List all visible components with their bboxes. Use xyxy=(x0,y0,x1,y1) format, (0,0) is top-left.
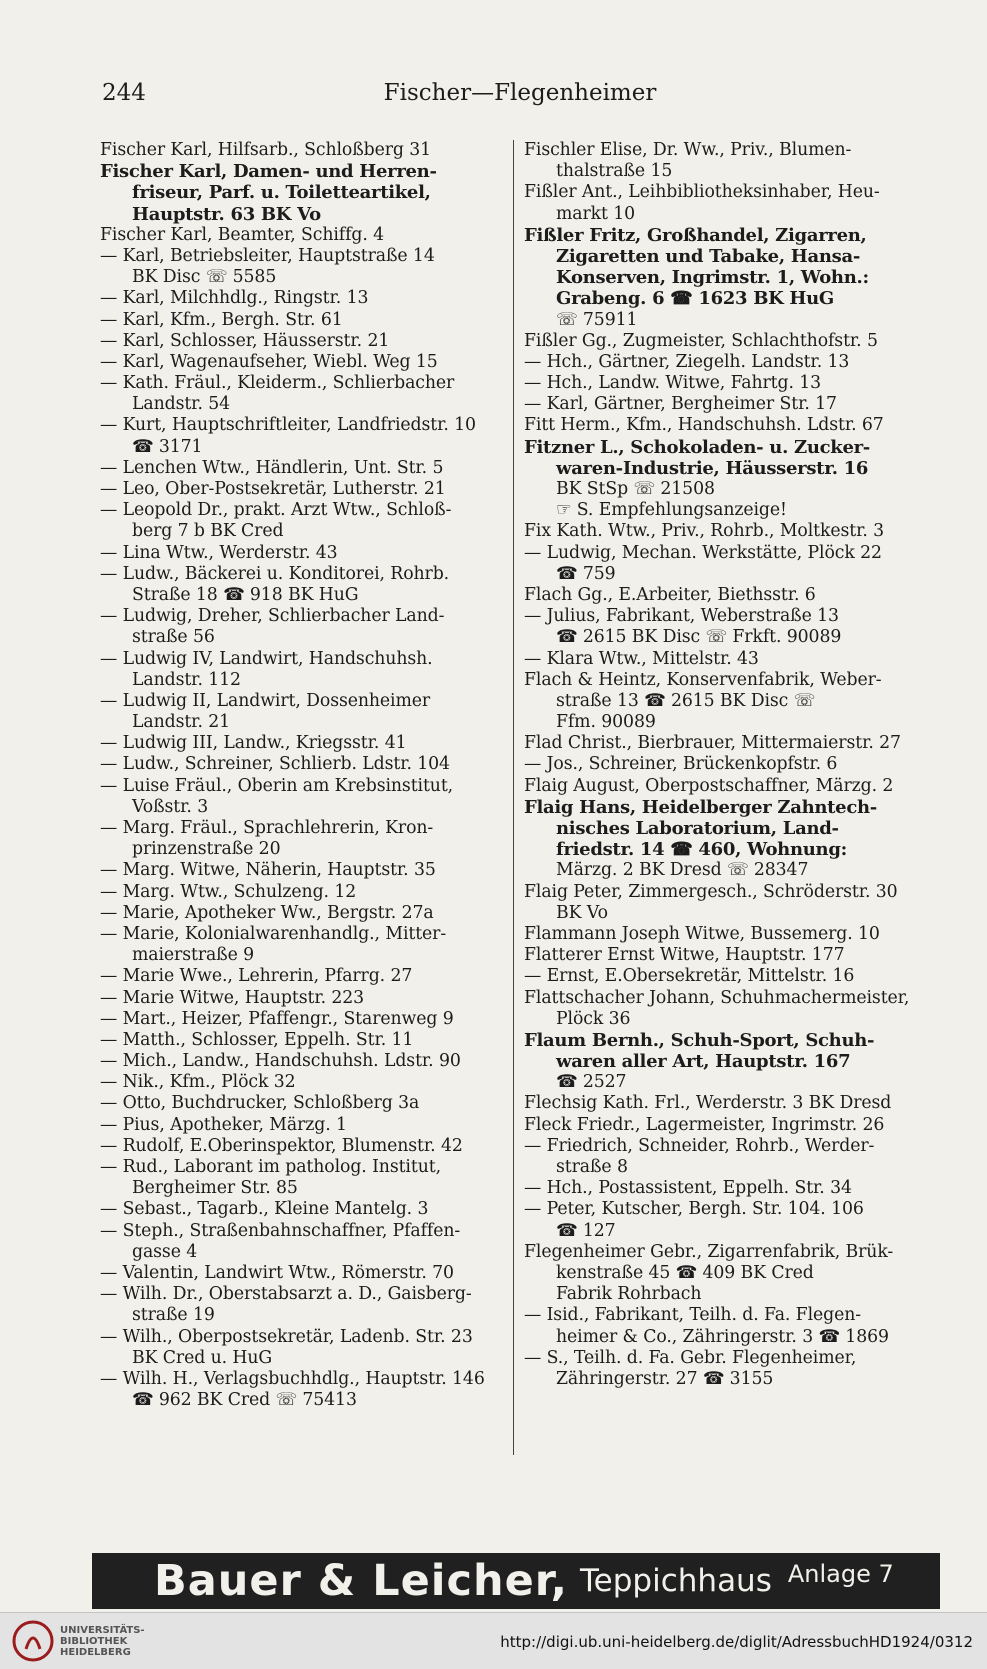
directory-line: Flach & Heintz, Konservenfabrik, Weber- xyxy=(524,669,882,690)
directory-line: — Peter, Kutscher, Bergh. Str. 104. 106 xyxy=(524,1199,864,1220)
directory-line: — Matth., Schlosser, Eppelh. Str. 11 xyxy=(100,1029,414,1050)
directory-line: nisches Laboratorium, Land- xyxy=(556,818,839,839)
directory-line: Voßstr. 3 xyxy=(132,796,209,817)
left-column xyxy=(100,140,502,1411)
library-name-line: HEIDELBERG xyxy=(60,1647,131,1658)
directory-line: — Steph., Straßenbahnschaffner, Pfaffen- xyxy=(100,1220,461,1241)
directory-line: — Sebast., Tagarb., Kleine Mantelg. 3 xyxy=(100,1199,429,1220)
directory-line: — Mart., Heizer, Pfaffengr., Starenweg 9 xyxy=(100,1008,454,1029)
directory-line: — Wilh., Oberpostsekretär, Ladenb. Str. 23 xyxy=(100,1326,473,1347)
directory-line: ☏ 75911 xyxy=(556,309,638,330)
directory-line: Fischer Karl, Hilfsarb., Schloßberg 31 xyxy=(100,140,432,160)
directory-line: Flatterer Ernst Witwe, Hauptstr. 177 xyxy=(524,945,845,966)
directory-line: Flach Gg., E.Arbeiter, Biethsstr. 6 xyxy=(524,584,816,605)
directory-line: gasse 4 xyxy=(132,1241,198,1262)
directory-line: Flattschacher Johann, Schuhmachermeister, xyxy=(524,987,910,1008)
advertisement-business: Teppichhaus xyxy=(580,1563,772,1599)
directory-line: friedstr. 14 ☎ 460, Wohnung: xyxy=(556,839,847,861)
directory-line: BK Disc ☏ 5585 xyxy=(132,267,277,288)
directory-line: Flegenheimer Gebr., Zigarrenfabrik, Brük- xyxy=(524,1241,894,1262)
directory-line: — Ludwig III, Landw., Kriegsstr. 41 xyxy=(100,733,407,754)
directory-line: — Lina Wtw., Werderstr. 43 xyxy=(100,542,338,563)
directory-line: Flad Christ., Bierbrauer, Mittermaierstr. 27 xyxy=(524,733,901,754)
directory-line: ☎ 3171 xyxy=(132,436,203,457)
directory-line: — Kath. Fräul., Kleiderm., Schlierbacher xyxy=(100,373,455,394)
directory-line: Konserven, Ingrimstr. 1, Wohn.: xyxy=(556,267,869,289)
directory-line: — Julius, Fabrikant, Weberstraße 13 xyxy=(524,606,839,627)
directory-line: Flaig Hans, Heidelberger Zahntech- xyxy=(524,796,877,818)
directory-line: — Ludw., Schreiner, Schlierb. Ldstr. 104 xyxy=(100,754,450,775)
directory-line: Fabrik Rohrbach xyxy=(556,1284,702,1305)
directory-line: — Marg. Fräul., Sprachlehrerin, Kron- xyxy=(100,818,434,838)
directory-line: — Valentin, Landwirt Wtw., Römerstr. 70 xyxy=(100,1262,454,1283)
directory-line: — Klara Wtw., Mittelstr. 43 xyxy=(524,648,759,669)
directory-line: BK Cred u. HuG xyxy=(132,1347,273,1368)
directory-line: — Nik., Kfm., Plöck 32 xyxy=(100,1072,296,1093)
directory-line: Fißler Ant., Leihbibliotheksinhaber, Heu- xyxy=(524,182,880,203)
directory-line: Fix Kath. Wtw., Priv., Rohrb., Moltkestr. 3 xyxy=(524,521,885,542)
directory-line: — Ludw., Bäckerei u. Konditorei, Rohrb. xyxy=(100,563,450,584)
directory-line: — Isid., Fabrikant, Teilh. d. Fa. Flegen- xyxy=(524,1305,861,1326)
right-column xyxy=(524,140,936,1390)
column-divider xyxy=(513,140,514,1455)
directory-line: waren aller Art, Hauptstr. 167 xyxy=(556,1051,851,1073)
directory-line: — S., Teilh. d. Fa. Gebr. Flegenheimer, xyxy=(524,1347,857,1368)
directory-line: straße 19 xyxy=(132,1305,215,1326)
directory-line: ☎ 127 xyxy=(556,1220,616,1241)
directory-line: straße 56 xyxy=(132,627,215,648)
directory-line: prinzenstraße 20 xyxy=(132,839,281,860)
directory-line: Bergheimer Str. 85 xyxy=(132,1178,298,1199)
directory-line: — Rud., Laborant im patholog. Institut, xyxy=(100,1157,441,1177)
directory-line: — Marie Wwe., Lehrerin, Pfarrg. 27 xyxy=(100,966,413,987)
directory-line: berg 7 b BK Cred xyxy=(132,521,284,542)
directory-line: heimer & Co., Zähringerstr. 3 ☎ 1869 xyxy=(556,1326,889,1347)
directory-line: — Lenchen Wtw., Händlerin, Unt. Str. 5 xyxy=(100,457,444,478)
directory-line: — Karl, Kfm., Bergh. Str. 61 xyxy=(100,309,343,330)
directory-line: — Ernst, E.Obersekretär, Mittelstr. 16 xyxy=(524,966,855,987)
directory-line: — Mich., Landw., Handschuhsh. Ldstr. 90 xyxy=(100,1051,461,1072)
directory-line: — Hch., Gärtner, Ziegelh. Landstr. 13 xyxy=(524,351,850,372)
directory-line: Landstr. 21 xyxy=(132,712,231,733)
directory-line: Flammann Joseph Witwe, Bussemerg. 10 xyxy=(524,923,880,944)
directory-line: Zähringerstr. 27 ☎ 3155 xyxy=(556,1368,774,1389)
directory-line: — Marie, Apotheker Ww., Bergstr. 27a xyxy=(100,902,434,923)
directory-line: — Ludwig II, Landwirt, Dossenheimer xyxy=(100,690,431,711)
directory-line: — Kurt, Hauptschriftleiter, Landfriedstr. 10 xyxy=(100,415,476,436)
directory-line: — Ludwig IV, Landwirt, Handschuhsh. xyxy=(100,648,433,669)
directory-line: — Leopold Dr., prakt. Arzt Wtw., Schloß- xyxy=(100,500,452,521)
directory-line: waren-Industrie, Häusserstr. 16 xyxy=(556,457,869,479)
directory-line: ☎ 2527 xyxy=(556,1072,627,1093)
directory-line: Flechsig Kath. Frl., Werderstr. 3 BK Dresd xyxy=(524,1093,892,1114)
directory-line: ☎ 759 xyxy=(556,563,616,584)
directory-line: — Hch., Postassistent, Eppelh. Str. 34 xyxy=(524,1178,852,1199)
directory-line: — Hch., Landw. Witwe, Fahrtg. 13 xyxy=(524,373,822,394)
directory-line: Straße 18 ☎ 918 BK HuG xyxy=(132,584,359,605)
page-header xyxy=(100,80,940,114)
advertisement-reference: Anlage 7 xyxy=(787,1560,894,1588)
directory-line: Flaig August, Oberpostschaffner, Märzg. 2 xyxy=(524,775,894,796)
directory-line: — Marg. Wtw., Schulzeng. 12 xyxy=(100,881,357,902)
directory-line: Fitt Herm., Kfm., Handschuhsh. Ldstr. 67 xyxy=(524,415,884,436)
directory-line: — Marie Witwe, Hauptstr. 223 xyxy=(100,987,365,1008)
directory-line: — Otto, Buchdrucker, Schloßberg 3a xyxy=(100,1093,420,1114)
directory-line: kenstraße 45 ☎ 409 BK Cred xyxy=(556,1262,814,1283)
directory-line: Landstr. 112 xyxy=(132,669,241,690)
library-name-line: BIBLIOTHEK xyxy=(60,1636,128,1647)
library-name xyxy=(60,1625,145,1658)
directory-line: Fleck Friedr., Lagermeister, Ingrimstr. 26 xyxy=(524,1114,885,1135)
directory-line: Flaum Bernh., Schuh-Sport, Schuh- xyxy=(524,1029,875,1051)
page-number: 244 xyxy=(102,80,146,106)
directory-line: — Karl, Gärtner, Bergheimer Str. 17 xyxy=(524,394,837,415)
directory-line: — Pius, Apotheker, Märzg. 1 xyxy=(100,1114,347,1135)
directory-line: Grabeng. 6 ☎ 1623 BK HuG xyxy=(556,288,834,310)
directory-line: — Jos., Schreiner, Brückenkopfstr. 6 xyxy=(524,754,838,775)
directory-line: — Wilh. Dr., Oberstabsarzt a. D., Gaisberg- xyxy=(100,1284,472,1305)
directory-line: BK StSp ☏ 21508 xyxy=(556,479,715,499)
directory-line: ☎ 962 BK Cred ☏ 75413 xyxy=(132,1390,357,1411)
directory-line: — Karl, Milchhdlg., Ringstr. 13 xyxy=(100,288,369,309)
library-name-line: UNIVERSITÄTS- xyxy=(60,1625,145,1636)
directory-line: — Rudolf, E.Oberinspektor, Blumenstr. 42 xyxy=(100,1135,463,1156)
directory-line: Landstr. 54 xyxy=(132,394,231,415)
directory-line: maierstraße 9 xyxy=(132,945,255,966)
footer-bar xyxy=(0,1612,987,1669)
directory-line: Plöck 36 xyxy=(556,1008,631,1029)
directory-line: thalstraße 15 xyxy=(556,161,673,182)
directory-line: Fitzner L., Schokoladen- u. Zucker- xyxy=(524,436,870,458)
directory-line: — Ludwig, Mechan. Werkstätte, Plöck 22 xyxy=(524,542,882,563)
directory-line: Fißler Gg., Zugmeister, Schlachthofstr. 5 xyxy=(524,330,878,351)
directory-line: ☎ 2615 BK Disc ☏ Frkft. 90089 xyxy=(556,627,842,648)
directory-line: — Ludwig, Dreher, Schlierbacher Land- xyxy=(100,606,445,627)
directory-line: — Marg. Witwe, Näherin, Hauptstr. 35 xyxy=(100,860,436,881)
directory-line: ☞ S. Empfehlungsanzeige! xyxy=(556,500,787,521)
running-head: Fischer—Flegenheimer xyxy=(383,80,657,106)
directory-line: Ffm. 90089 xyxy=(556,712,656,733)
directory-line: — Wilh. H., Verlagsbuchhdlg., Hauptstr. 146 xyxy=(100,1368,485,1389)
directory-line: — Marie, Kolonialwarenhandlg., Mitter- xyxy=(100,923,447,944)
directory-line: BK Vo xyxy=(556,902,608,923)
directory-line: Märzg. 2 BK Dresd ☏ 28347 xyxy=(556,860,809,881)
directory-line: Fischer Karl, Damen- und Herren- xyxy=(100,161,437,183)
advertisement-company: Bauer & Leicher, xyxy=(154,1556,569,1606)
advertisement-banner xyxy=(92,1553,940,1609)
directory-line: — Karl, Betriebsleiter, Hauptstraße 14 xyxy=(100,245,435,266)
directory-line: Fißler Fritz, Großhandel, Zigarren, xyxy=(524,224,867,246)
directory-line: Fischer Karl, Beamter, Schiffg. 4 xyxy=(100,224,385,245)
directory-line: Flaig Peter, Zimmergesch., Schröderstr. 30 xyxy=(524,881,898,902)
library-logo-icon xyxy=(12,1619,54,1663)
directory-line: straße 8 xyxy=(556,1157,628,1177)
directory-line: — Karl, Wagenaufseher, Wiebl. Weg 15 xyxy=(100,351,438,372)
directory-line: friseur, Parf. u. Toiletteartikel, xyxy=(132,182,431,204)
directory-line: markt 10 xyxy=(556,203,636,224)
source-url-link[interactable]: http://digi.ub.uni-heidelberg.de/diglit/AdressbuchHD1924/0312 xyxy=(500,1633,973,1651)
directory-line: Zigaretten und Tabake, Hansa- xyxy=(556,245,860,267)
directory-line: straße 13 ☎ 2615 BK Disc ☏ xyxy=(556,690,816,711)
directory-line: Fischler Elise, Dr. Ww., Priv., Blumen- xyxy=(524,140,852,160)
directory-line: Hauptstr. 63 BK Vo xyxy=(132,203,321,225)
directory-line: — Karl, Schlosser, Häusserstr. 21 xyxy=(100,330,390,351)
directory-line: — Friedrich, Schneider, Rohrb., Werder- xyxy=(524,1135,875,1156)
directory-line: — Leo, Ober-Postsekretär, Lutherstr. 21 xyxy=(100,479,446,499)
directory-line: — Luise Fräul., Oberin am Krebsinstitut, xyxy=(100,775,454,796)
